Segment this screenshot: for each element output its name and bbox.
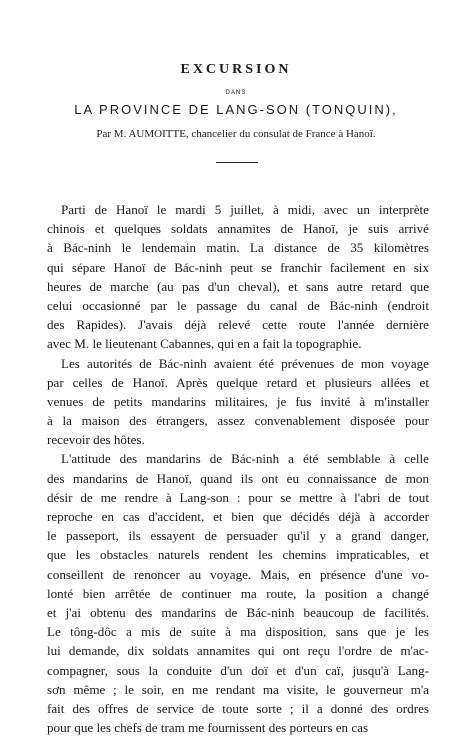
text-line: des Rapides). J'avais déjà relevé cette route l'année dernière xyxy=(47,317,429,333)
paragraph xyxy=(47,354,429,450)
document-subtitle: LA PROVINCE DE LANG-SON (TONQUIN), xyxy=(74,102,398,117)
text-line: le passeport, ils essayent de persuader qu'il y a grand danger, xyxy=(47,528,429,544)
text-line: à la maison des étrangers, assez convenablement disposée pour xyxy=(47,413,429,429)
text-line: avec M. le lieutenant Cabannes, qui en a fait la topographie. xyxy=(47,336,362,352)
text-line: venues de petits mandarins militaires, je fus invité à m'installer xyxy=(47,393,429,409)
text-line: recevoir des hôtes. xyxy=(47,432,145,448)
paragraph xyxy=(47,200,429,354)
text-line: Le tông-dôc a mis de suite à ma disposition, sans que je les xyxy=(47,624,429,640)
text-line: lui demande, dix soldats annamites qui ont reçu l'ordre de m'ac- xyxy=(47,643,429,659)
text-line: L'attitude des mandarins de Bác-ninh a été semblable à celle xyxy=(61,451,429,467)
title-connector: DANS xyxy=(225,90,247,96)
text-line: des mandarins de Hanoï, quand ils ont eu connaissance de mon xyxy=(47,470,429,486)
text-line: Parti de Hanoï le mardi 5 juillet, à midi, avec un interprète xyxy=(61,202,429,217)
text-line: pour que les chefs de tram me fournissent des porteurs en cas xyxy=(47,720,369,736)
text-line: heures de marche (au pas d'un cheval), et sans autre retard que xyxy=(47,278,429,294)
document-title: EXCURSION xyxy=(180,62,292,77)
body-text xyxy=(47,200,429,737)
text-line: et j'ai obtenu des mandarins de Bác-ninh beaucoup de facilités. xyxy=(47,604,429,620)
text-line: conseillent de renoncer au voyage. Mais, en présence d'une vo- xyxy=(47,566,429,582)
text-line: sơn même ; le soir, en me rendant ma visite, le gouverneur m'a xyxy=(47,681,429,697)
text-line: désir de me rendre à Lang-son : pour se mettre à l'abri de tout xyxy=(47,489,429,505)
text-line: fait des offres de service de toute sorte ; il a donné des ordres xyxy=(47,700,429,716)
text-line: celui occasionné par le passage du canal de Bác-ninh (endroit xyxy=(47,297,429,313)
text-line: à Bác-ninh le lendemain matin. La distance de 35 kilomètres xyxy=(47,240,429,256)
text-line: par celles de Hanoï. Après quelque retard et plusieurs allées et xyxy=(47,374,429,390)
text-line: chinois et quelques soldats annamites de Hanoï, je suis arrivé xyxy=(47,221,429,237)
text-line: lonté bien arrêtée de continuer ma route, la position a changé xyxy=(47,585,429,601)
author-byline: Par M. AUMOITTE, chancelier du consulat de France à Hanoï. xyxy=(96,128,376,140)
paragraph xyxy=(47,449,429,737)
section-divider xyxy=(216,162,258,163)
text-line: qui sépare Hanoï de Bác-ninh peut se franchir facilement en six xyxy=(47,259,429,275)
text-line: reproche en cas d'accident, et bien que décidés déjà à accorder xyxy=(47,509,429,524)
text-line: compagner, sous la conduite d'un doï et d'un caï, jusqu'à Lang- xyxy=(47,662,429,678)
text-line: Les autorités de Bác-ninh avaient été prévenues de mon voyage xyxy=(61,355,429,371)
text-line: que les obstacles naturels rendent les chemins impraticables, et xyxy=(47,547,429,563)
